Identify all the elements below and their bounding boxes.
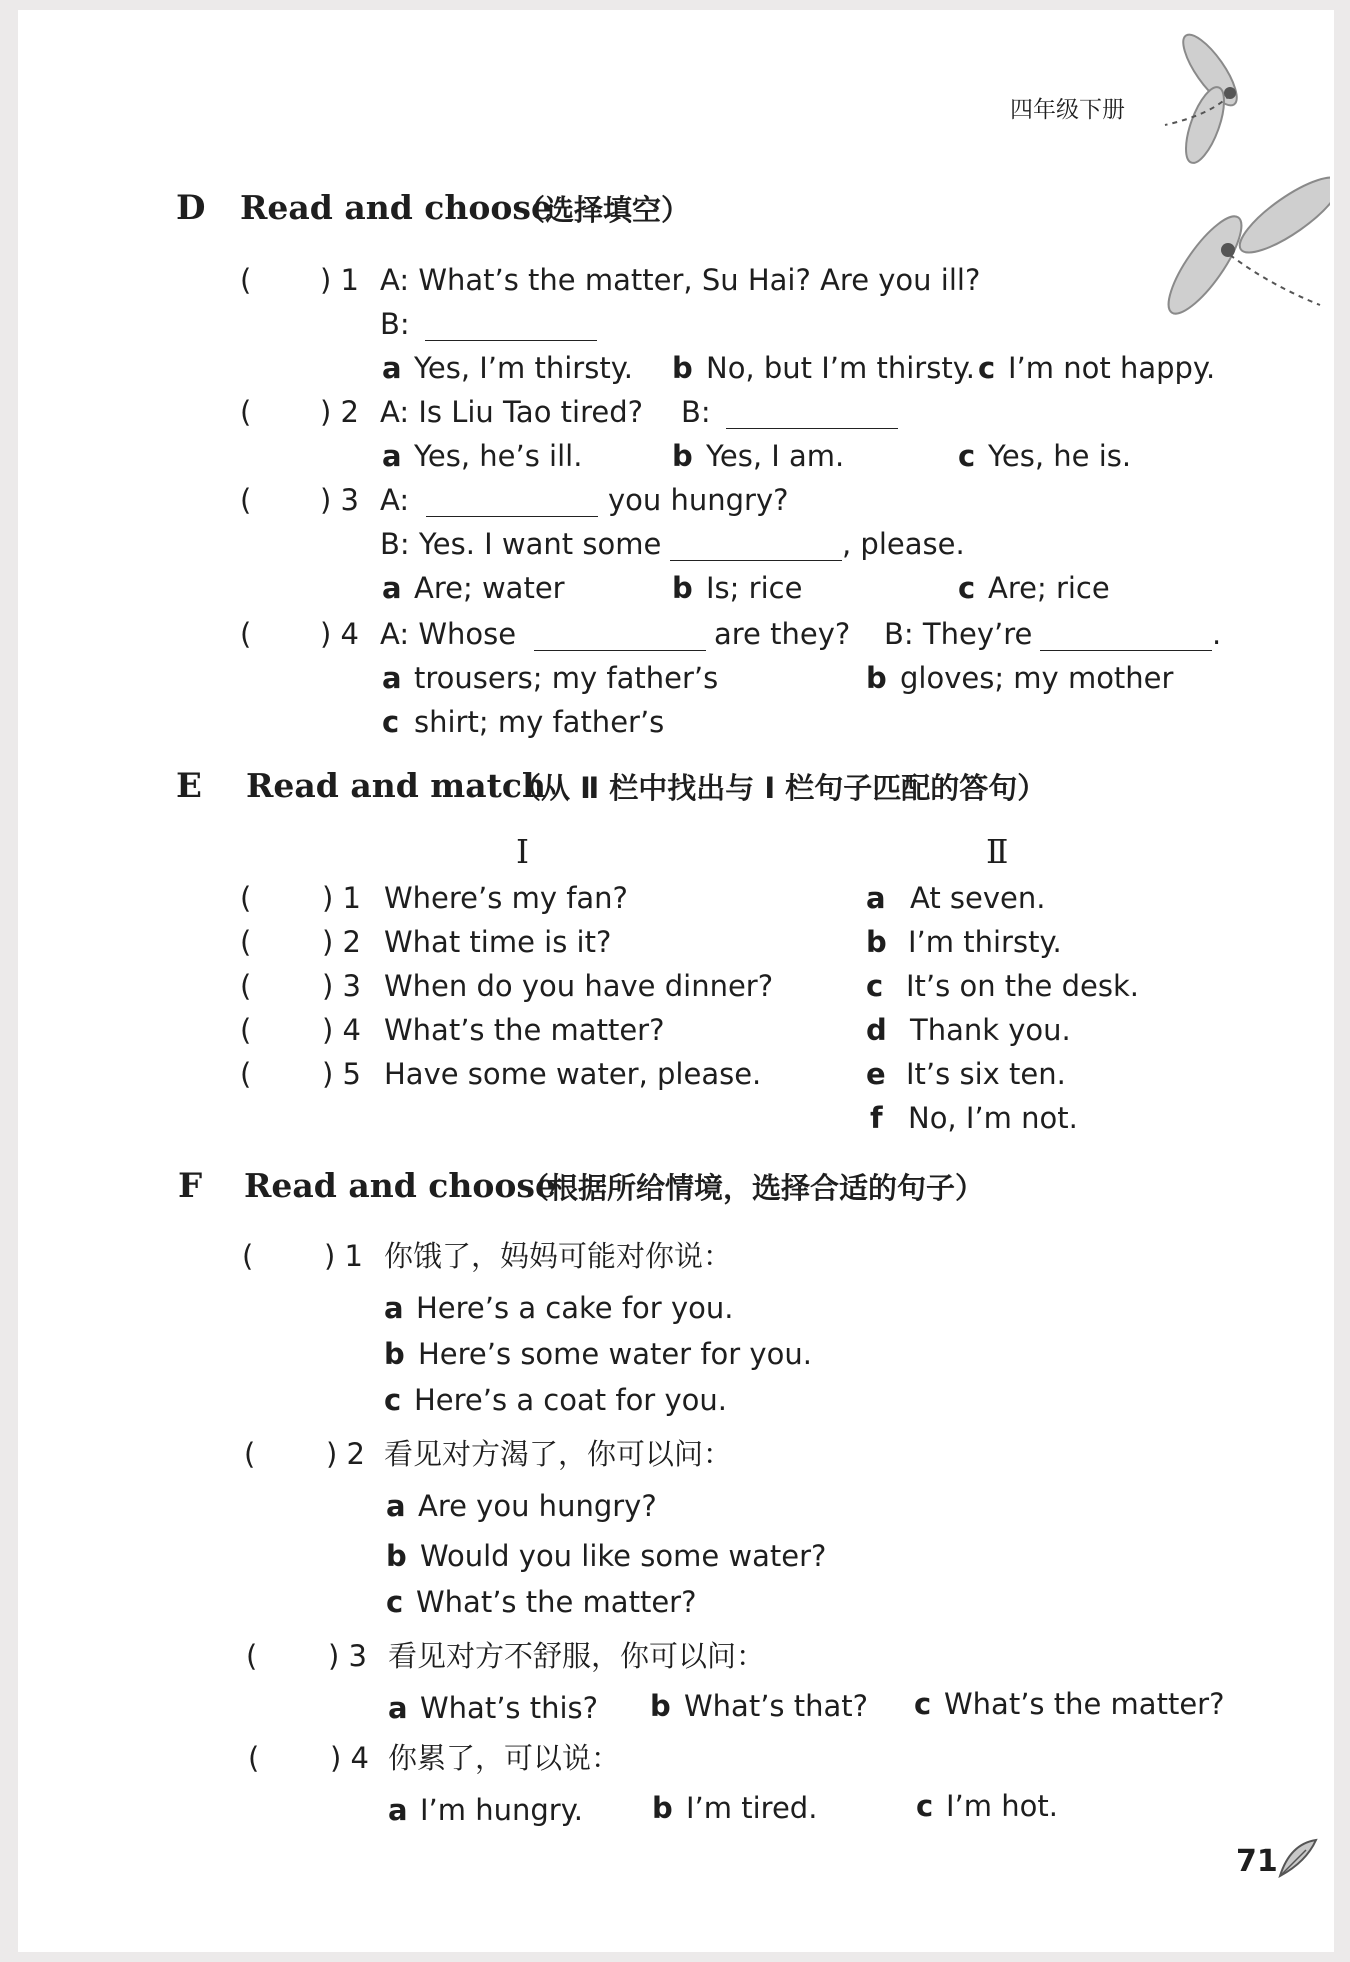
answer-paren[interactable]: ( xyxy=(248,1741,260,1775)
answer-paren[interactable]: ( xyxy=(240,1013,252,1047)
section-e-title: Read and match xyxy=(246,766,546,805)
e-left-item: What’s the matter? xyxy=(384,1013,665,1047)
d4-option-a: trousers; my father’s xyxy=(414,661,719,695)
option-letter: b xyxy=(672,351,693,385)
d1-line-b: B: xyxy=(380,307,410,341)
option-letter: a xyxy=(384,1291,404,1325)
section-f-letter: F xyxy=(178,1166,203,1206)
answer-paren[interactable]: ( xyxy=(240,617,252,651)
f3-prompt: 看见对方不舒服，你可以问： xyxy=(388,1639,766,1673)
option-letter: f xyxy=(870,1101,883,1135)
f4-option-c: I’m hot. xyxy=(946,1789,1058,1823)
question-number: ) 2 xyxy=(322,925,361,959)
f4-prompt: 你累了，可以说： xyxy=(388,1741,621,1775)
d4-line-a: A: Whose xyxy=(380,617,517,651)
d4-option-b: gloves; my mother xyxy=(900,661,1174,695)
f1-option-b: Here’s some water for you. xyxy=(418,1337,812,1371)
leaf-icon xyxy=(1276,1836,1320,1880)
answer-paren[interactable]: ( xyxy=(240,925,252,959)
d3-option-a: Are; water xyxy=(414,571,565,605)
dragonfly-decoration-icon xyxy=(1150,15,1330,355)
column-i-header: Ⅰ xyxy=(516,832,530,871)
d4-line-b: B: They’re xyxy=(884,617,1033,651)
option-letter: c xyxy=(914,1687,932,1721)
section-d-letter: D xyxy=(176,188,206,228)
option-letter: e xyxy=(866,1057,886,1091)
d4-line-b-rest: . xyxy=(1212,617,1222,651)
column-ii-header: Ⅱ xyxy=(986,832,1009,871)
option-letter: c xyxy=(958,439,976,473)
e-right-item: No, I’m not. xyxy=(908,1101,1078,1135)
f1-prompt: 你饿了，妈妈可能对你说： xyxy=(384,1239,733,1273)
question-number: ) 1 xyxy=(320,263,359,297)
e-right-item: Thank you. xyxy=(910,1013,1071,1047)
option-letter: d xyxy=(866,1013,887,1047)
question-number: ) 4 xyxy=(320,617,359,651)
page-number: 71 xyxy=(1236,1844,1278,1879)
option-letter: a xyxy=(382,439,402,473)
answer-paren[interactable]: ( xyxy=(240,263,252,297)
question-number: ) 3 xyxy=(322,969,361,1003)
d3-line-b-rest: , please. xyxy=(842,527,965,561)
section-e-letter: E xyxy=(176,766,202,806)
question-number: ) 3 xyxy=(328,1639,367,1673)
d2-option-c: Yes, he is. xyxy=(988,439,1132,473)
d2-option-b: Yes, I am. xyxy=(706,439,845,473)
f2-prompt: 看见对方渴了，你可以问： xyxy=(384,1437,733,1471)
answer-blank[interactable] xyxy=(670,560,842,561)
answer-blank[interactable] xyxy=(425,340,597,341)
d3-line-a: A: xyxy=(380,483,410,517)
option-letter: b xyxy=(652,1791,673,1825)
f2-option-a: Are you hungry? xyxy=(418,1489,657,1523)
answer-blank[interactable] xyxy=(1040,650,1212,651)
answer-paren[interactable]: ( xyxy=(240,483,252,517)
question-number: ) 2 xyxy=(320,395,359,429)
e-right-item: At seven. xyxy=(910,881,1046,915)
e-left-item: Where’s my fan? xyxy=(384,881,628,915)
option-letter: b xyxy=(866,661,887,695)
option-letter: a xyxy=(866,881,886,915)
option-letter: a xyxy=(388,1793,408,1827)
option-letter: c xyxy=(978,351,996,385)
e-right-item: I’m thirsty. xyxy=(908,925,1062,959)
d3-line-b: B: Yes. I want some xyxy=(380,527,662,561)
question-number: ) 1 xyxy=(322,881,361,915)
option-letter: c xyxy=(866,969,884,1003)
answer-paren[interactable]: ( xyxy=(240,395,252,429)
answer-paren[interactable]: ( xyxy=(244,1437,256,1471)
section-f-title: Read and choose xyxy=(244,1166,556,1205)
question-number: ) 4 xyxy=(330,1741,369,1775)
option-letter: a xyxy=(386,1489,406,1523)
d3-option-c: Are; rice xyxy=(988,571,1110,605)
option-letter: b xyxy=(672,571,693,605)
answer-paren[interactable]: ( xyxy=(242,1239,254,1273)
f3-option-c: What’s the matter? xyxy=(944,1687,1225,1721)
f2-option-b: Would you like some water? xyxy=(420,1539,827,1573)
option-letter: c xyxy=(958,571,976,605)
d1-option-c: I’m not happy. xyxy=(1008,351,1216,385)
f1-option-c: Here’s a coat for you. xyxy=(414,1383,727,1417)
f1-option-a: Here’s a cake for you. xyxy=(416,1291,734,1325)
e-right-item: It’s on the desk. xyxy=(906,969,1139,1003)
answer-paren[interactable]: ( xyxy=(240,1057,252,1091)
e-left-item: When do you have dinner? xyxy=(384,969,774,1003)
f3-option-b: What’s that? xyxy=(684,1689,869,1723)
section-e-subtitle: （从 Ⅱ 栏中找出与 Ⅰ 栏句子匹配的答句） xyxy=(512,771,1047,805)
answer-blank[interactable] xyxy=(426,516,598,517)
option-letter: b xyxy=(386,1539,407,1573)
section-f-subtitle: （根据所给情境，选择合适的句子） xyxy=(520,1171,985,1205)
d1-option-a: Yes, I’m thirsty. xyxy=(414,351,633,385)
e-right-item: It’s six ten. xyxy=(906,1057,1066,1091)
answer-blank[interactable] xyxy=(726,428,898,429)
d3-line-a-rest: you hungry? xyxy=(608,483,789,517)
d1-option-b: No, but I’m thirsty. xyxy=(706,351,975,385)
question-number: ) 1 xyxy=(324,1239,363,1273)
d1-line-a: A: What’s the matter, Su Hai? Are you ill? xyxy=(380,263,981,297)
option-letter: a xyxy=(382,661,402,695)
option-letter: a xyxy=(388,1691,408,1725)
grade-header: 四年级下册 xyxy=(1010,97,1125,123)
section-d-title: Read and choose xyxy=(240,188,552,227)
f4-option-b: I’m tired. xyxy=(686,1791,818,1825)
d3-option-b: Is; rice xyxy=(706,571,803,605)
option-letter: c xyxy=(384,1383,402,1417)
option-letter: b xyxy=(650,1689,671,1723)
d4-line-a-mid: are they? xyxy=(714,617,851,651)
question-number: ) 5 xyxy=(322,1057,361,1091)
d2-option-a: Yes, he’s ill. xyxy=(414,439,583,473)
question-number: ) 2 xyxy=(326,1437,365,1471)
section-d-subtitle: （选择填空） xyxy=(516,193,691,227)
option-letter: c xyxy=(382,705,400,739)
f2-option-c: What’s the matter? xyxy=(416,1585,697,1619)
option-letter: a xyxy=(382,351,402,385)
d4-option-c: shirt; my father’s xyxy=(414,705,665,739)
question-number: ) 3 xyxy=(320,483,359,517)
d2-line-b: B: xyxy=(681,395,711,429)
answer-paren[interactable]: ( xyxy=(240,881,252,915)
f3-option-a: What’s this? xyxy=(420,1691,599,1725)
e-left-item: Have some water, please. xyxy=(384,1057,762,1091)
answer-paren[interactable]: ( xyxy=(240,969,252,1003)
question-number: ) 4 xyxy=(322,1013,361,1047)
option-letter: a xyxy=(382,571,402,605)
f4-option-a: I’m hungry. xyxy=(420,1793,583,1827)
option-letter: b xyxy=(866,925,887,959)
option-letter: c xyxy=(386,1585,404,1619)
answer-paren[interactable]: ( xyxy=(246,1639,258,1673)
answer-blank[interactable] xyxy=(534,650,706,651)
option-letter: b xyxy=(384,1337,405,1371)
option-letter: b xyxy=(672,439,693,473)
option-letter: c xyxy=(916,1789,934,1823)
e-left-item: What time is it? xyxy=(384,925,612,959)
d2-line-a: A: Is Liu Tao tired? xyxy=(380,395,644,429)
